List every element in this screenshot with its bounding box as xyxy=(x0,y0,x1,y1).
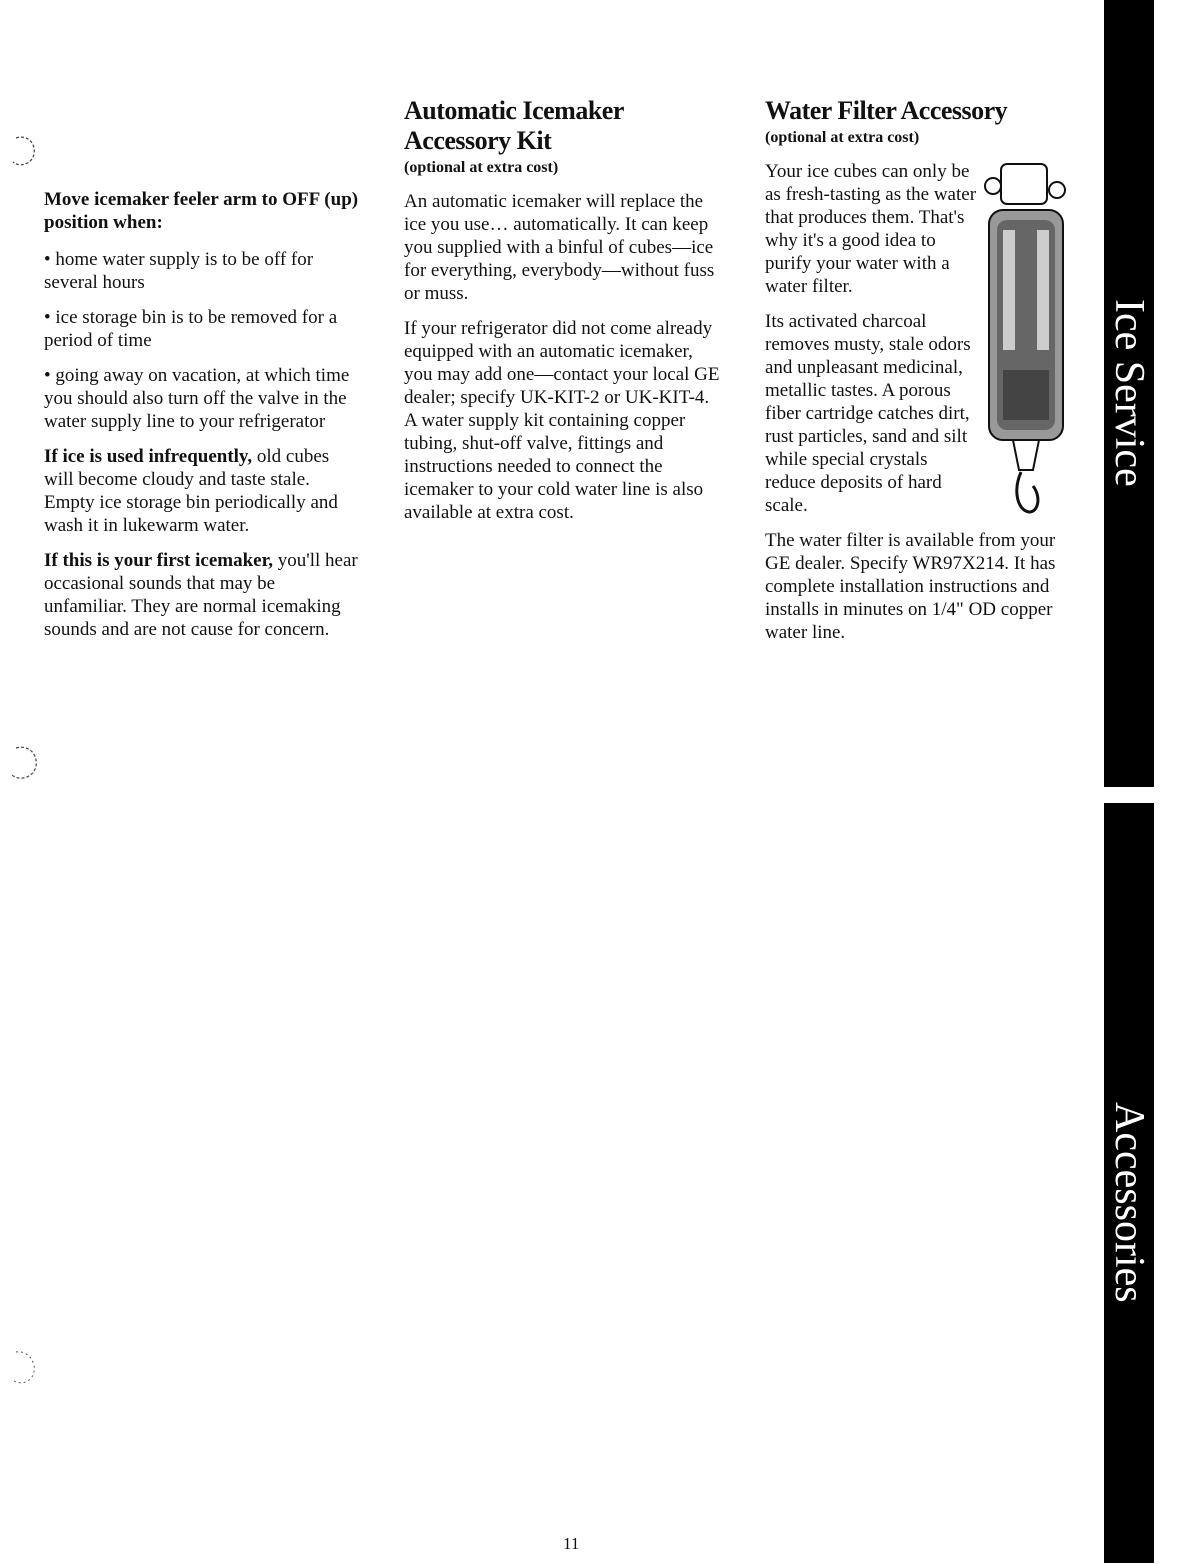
water-filter-subtitle: (optional at extra cost) xyxy=(765,129,920,146)
punch-hole-icon xyxy=(6,744,40,784)
tab-accessories: Accessories xyxy=(1106,1102,1152,1303)
page-number: 11 xyxy=(563,1534,580,1553)
list-item: • ice storage bin is to be removed for a period of time xyxy=(44,307,338,351)
water-filter-paragraph: Its activated charcoal removes musty, stale odors and unpleasant medicinal, metallic tastes. A porous fiber cartridge catches dirt, rust particles, sand and silt while special crystals reduce deposits of hard scale. xyxy=(765,311,971,516)
left-column xyxy=(44,188,362,653)
first-icemaker-paragraph: If this is your first icemaker, you'll hear occasional sounds that may be unfamiliar. They are normal icemaking sounds and are not cause for concern. xyxy=(44,550,358,640)
water-filter-block xyxy=(765,160,1083,517)
tab-ice-service: Ice Service xyxy=(1106,298,1152,487)
icemaker-kit-paragraph: If your refrigerator did not come already equipped with an automatic icemaker, you may add one—contact your local GE dealer; specify UK-KIT-2 or UK-KIT-4. A water supply kit containing copper tubing, shut-off valve, fittings and instructions needed to connect the icemaker to your cold water line is also available at extra cost. xyxy=(404,318,720,523)
water-filter-paragraph: Your ice cubes can only be as fresh-tasting as the water that produces them. That's why it's a good idea to purify your water with a water filter. xyxy=(765,161,977,297)
list-item: • home water supply is to be off for several hours xyxy=(44,249,314,293)
middle-column xyxy=(404,96,724,536)
right-column xyxy=(765,96,1083,656)
punch-hole-icon xyxy=(8,134,38,170)
icemaker-kit-paragraph: An automatic icemaker will replace the ice you use… automatically. It can keep you supplied with a binful of cubes—ice for everything, everybody—without fuss or muss. xyxy=(404,191,715,304)
water-filter-paragraph: The water filter is available from your GE dealer. Specify WR97X214. It has complete installation instructions and installs in minutes on 1/4" OD copper water line. xyxy=(765,530,1056,643)
list-item: • going away on vacation, at which time you should also turn off the valve in the water supply line to your refrigerator xyxy=(44,365,350,432)
punch-hole-icon xyxy=(8,1348,38,1388)
water-filter-title: Water Filter Accessory xyxy=(765,96,1008,125)
icemaker-kit-title: Automatic Icemaker Accessory Kit xyxy=(404,96,624,155)
infrequent-use-paragraph: If ice is used infrequently, old cubes will become cloudy and taste stale. Empty ice storage bin periodically and wash it in lukewarm water. xyxy=(44,446,338,536)
feeler-arm-intro: Move icemaker feeler arm to OFF (up) position when: xyxy=(44,189,359,233)
icemaker-kit-subtitle: (optional at extra cost) xyxy=(404,159,559,176)
water-filter-illustration xyxy=(983,160,1069,520)
